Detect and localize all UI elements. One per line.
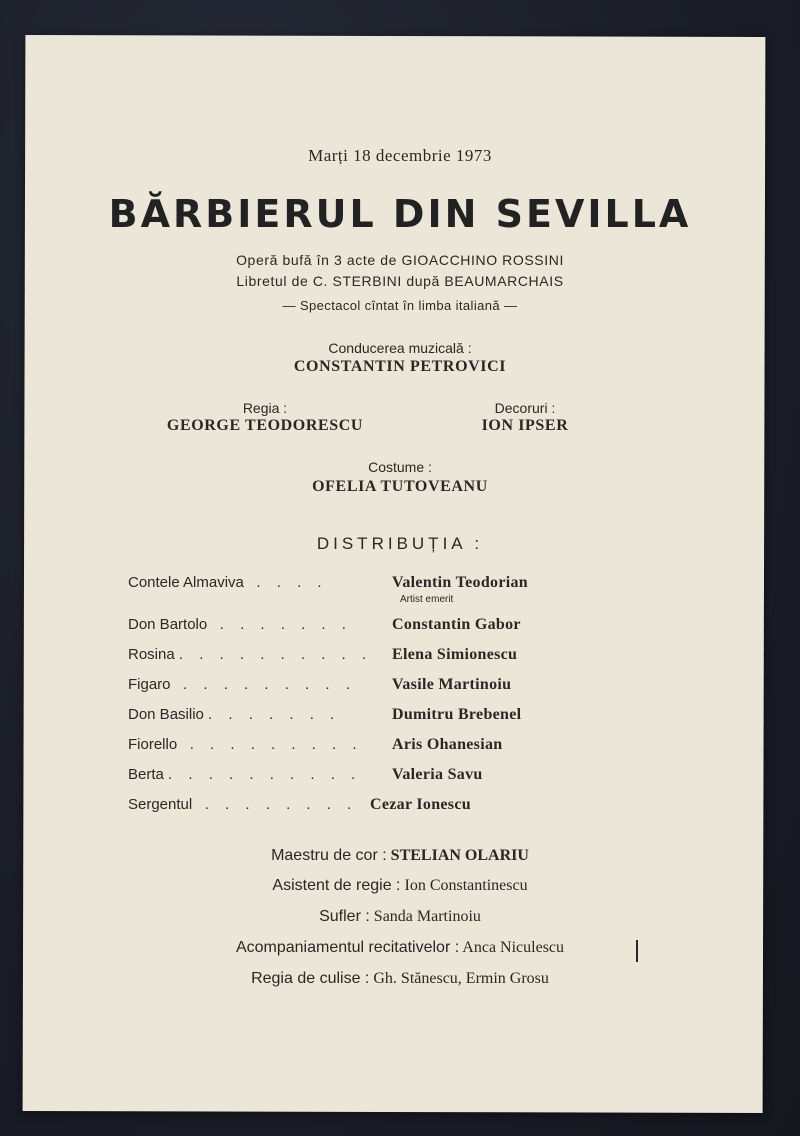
- actor-title-note: Artist emerit: [400, 594, 454, 605]
- director-name: GEORGE TEODORESCU: [166, 417, 364, 434]
- cast-actor: Aris Ohanesian: [392, 736, 503, 753]
- leader-dots: . . . . . . . .: [204, 796, 358, 813]
- cast-role: Don Bartolo . . . . . . .: [128, 616, 352, 633]
- cast-actor: Constantin Gabor: [392, 616, 521, 633]
- cast-actor: Valentin Teodorian: [392, 574, 528, 591]
- leader-dots: . . . . . . . . . .: [178, 646, 373, 663]
- prompter-label: Sufler :: [319, 908, 370, 925]
- language-note: — Spectacol cîntat în limba italiană —: [282, 298, 518, 313]
- sets-label: Decoruri :: [494, 400, 556, 416]
- leader-dots: . . . . . . . . .: [183, 676, 356, 693]
- assistant-director-line: [0, 877, 800, 895]
- stage-management-label: Regia de culise :: [251, 970, 370, 987]
- cast-actor: Elena Simionescu: [392, 646, 518, 663]
- opera-description: Operă bufă în 3 acte de GIOACCHINO ROSSINI: [236, 252, 564, 268]
- cast-row: [0, 736, 800, 760]
- cast-role: Fiorello . . . . . . . . .: [128, 736, 363, 753]
- cast-role: Don Basilio . . . . . . .: [128, 706, 341, 723]
- cast-row: [0, 616, 800, 640]
- cast-actor: Dumitru Brebenel: [392, 706, 522, 723]
- cast-role: Figaro . . . . . . . . .: [128, 676, 356, 693]
- print-mark: [636, 940, 638, 962]
- cast-row: [0, 766, 800, 790]
- prompter-line: [0, 908, 800, 926]
- cast-row: [0, 796, 800, 820]
- leader-dots: . . . . . . . . . .: [168, 766, 362, 783]
- cast-heading: DISTRIBUȚIA :: [316, 534, 484, 553]
- conductor-label: Conducerea muzicală :: [328, 340, 472, 356]
- chorus-master-line: [0, 847, 800, 865]
- recitative-accompaniment-label: Acompaniamentul recitativelor :: [235, 939, 460, 956]
- cast-role: Sergentul . . . . . . . .: [128, 796, 358, 813]
- chorus-master-name: STELIAN OLARIU: [390, 847, 529, 864]
- cast-role: Rosina . . . . . . . . . .: [128, 646, 373, 663]
- performance-date: Marți 18 decembrie 1973: [308, 146, 492, 165]
- cast-row: [0, 676, 800, 700]
- chorus-master-label: Maestru de cor :: [271, 847, 387, 864]
- opera-title: BĂRBIERUL DIN SEVILLA: [108, 192, 692, 236]
- cast-actor: Cezar Ionescu: [370, 796, 471, 813]
- director-label: Regia :: [242, 400, 288, 416]
- leader-dots: . . . .: [256, 574, 328, 591]
- recitative-accompaniment-line: [0, 939, 800, 957]
- leader-dots: . . . . . . .: [208, 706, 341, 723]
- leader-dots: . . . . . . . . .: [189, 736, 363, 753]
- stage-management-line: [0, 970, 800, 988]
- libretto-credit: Libretul de C. STERBINI după BEAUMARCHAIS: [236, 273, 564, 289]
- cast-role: Contele Almaviva . . . .: [128, 574, 328, 591]
- costumes-label: Costume :: [368, 459, 432, 475]
- cast-row: [0, 706, 800, 730]
- sets-name: ION IPSER: [481, 417, 569, 434]
- recitative-accompaniment-name: Anca Niculescu: [462, 939, 565, 956]
- leader-dots: . . . . . . .: [219, 616, 352, 633]
- assistant-director-name: Ion Constantinescu: [404, 877, 528, 894]
- prompter-name: Sanda Martinoiu: [373, 908, 481, 925]
- cast-actor: Vasile Martinoiu: [392, 676, 512, 693]
- conductor-name: CONSTANTIN PETROVICI: [293, 358, 507, 375]
- assistant-director-label: Asistent de regie :: [272, 877, 401, 894]
- cast-actor: Valeria Savu: [392, 766, 483, 783]
- costumes-name: OFELIA TUTOVEANU: [312, 478, 488, 495]
- cast-role: Berta . . . . . . . . . .: [128, 766, 362, 783]
- cast-row: [0, 646, 800, 670]
- stage-management-names: Gh. Stănescu, Ermin Grosu: [373, 970, 549, 987]
